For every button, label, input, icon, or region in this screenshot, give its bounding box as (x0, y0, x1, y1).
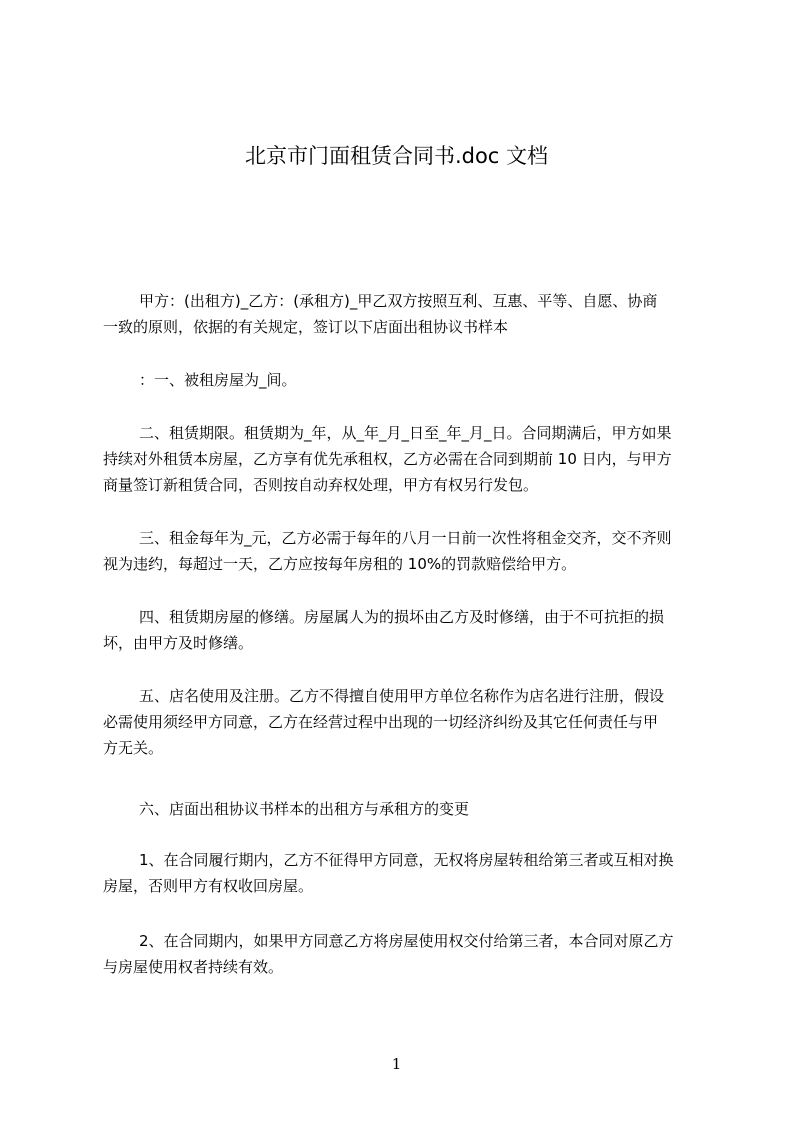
paragraph-line: 必需使用须经甲方同意，乙方在经营过程中出现的一切经济纠纷及其它任何责任与甲 (103, 713, 659, 731)
paragraph-line: 房屋，否则甲方有权收回房屋。 (103, 877, 314, 895)
paragraph-clause-6 (103, 796, 693, 822)
paragraph-line: 商量签订新租赁合同，否则按自动弃权处理，甲方有权另行发包。 (103, 476, 539, 494)
paragraph-line: 坏，由甲方及时修缮。 (103, 634, 254, 652)
paragraph-line: 一致的原则，依据的有关规定，签订以下店面出租协议书样本 (103, 318, 509, 336)
paragraph-clause-1 (103, 367, 693, 393)
paragraph-clause-6-2 (103, 928, 693, 980)
paragraph-line: 视为违约，每超过一天，乙方应按每年房租的 10%的罚款赔偿给甲方。 (103, 555, 577, 573)
paragraph-line: 持续对外租赁本房屋，乙方享有优先承租权，乙方必需在合同到期前 10 日内，与甲方 (103, 450, 672, 468)
paragraph-line: 二、租赁期限。租赁期为_年，从_年_月_日至_年_月_日。合同期满后，甲方如果 (139, 424, 672, 442)
paragraph-clause-4 (103, 604, 693, 656)
page-number: 1 (391, 1055, 402, 1073)
paragraph-clause-5 (103, 683, 693, 761)
paragraph-line: 六、店面出租协议书样本的出租方与承租方的变更 (139, 800, 470, 818)
paragraph-line: 与房屋使用权者持续有效。 (103, 958, 284, 976)
paragraph-parties (103, 288, 693, 340)
document-title: 北京市门面租赁合同书.doc 文档 (244, 144, 549, 168)
paragraph-clause-6-1 (103, 847, 693, 899)
paragraph-line: 三、租金每年为_元，乙方必需于每年的八月一日前一次性将租金交齐，交不齐则 (139, 529, 672, 547)
paragraph-line: 1、在合同履行期内，乙方不征得甲方同意，无权将房屋转租给第三者或互相对换 (139, 851, 674, 869)
paragraph-line: 方无关。 (103, 739, 164, 757)
paragraph-line: 四、租赁期房屋的修缮。房屋属人为的损坏由乙方及时修缮，由于不可抗拒的损 (139, 608, 665, 626)
paragraph-clause-2 (103, 420, 693, 498)
paragraph-line: ：一、被租房屋为_间。 (139, 371, 297, 389)
paragraph-line: 五、店名使用及注册。乙方不得擅自使用甲方单位名称作为店名进行注册，假设 (139, 687, 665, 705)
paragraph-line: 甲方：(出租方)_乙方：(承租方)_甲乙双方按照互利、互惠、平等、自愿、协商 (139, 292, 658, 310)
paragraph-clause-3 (103, 525, 693, 577)
paragraph-line: 2、在合同期内，如果甲方同意乙方将房屋使用权交付给第三者，本合同对原乙方 (139, 932, 674, 950)
